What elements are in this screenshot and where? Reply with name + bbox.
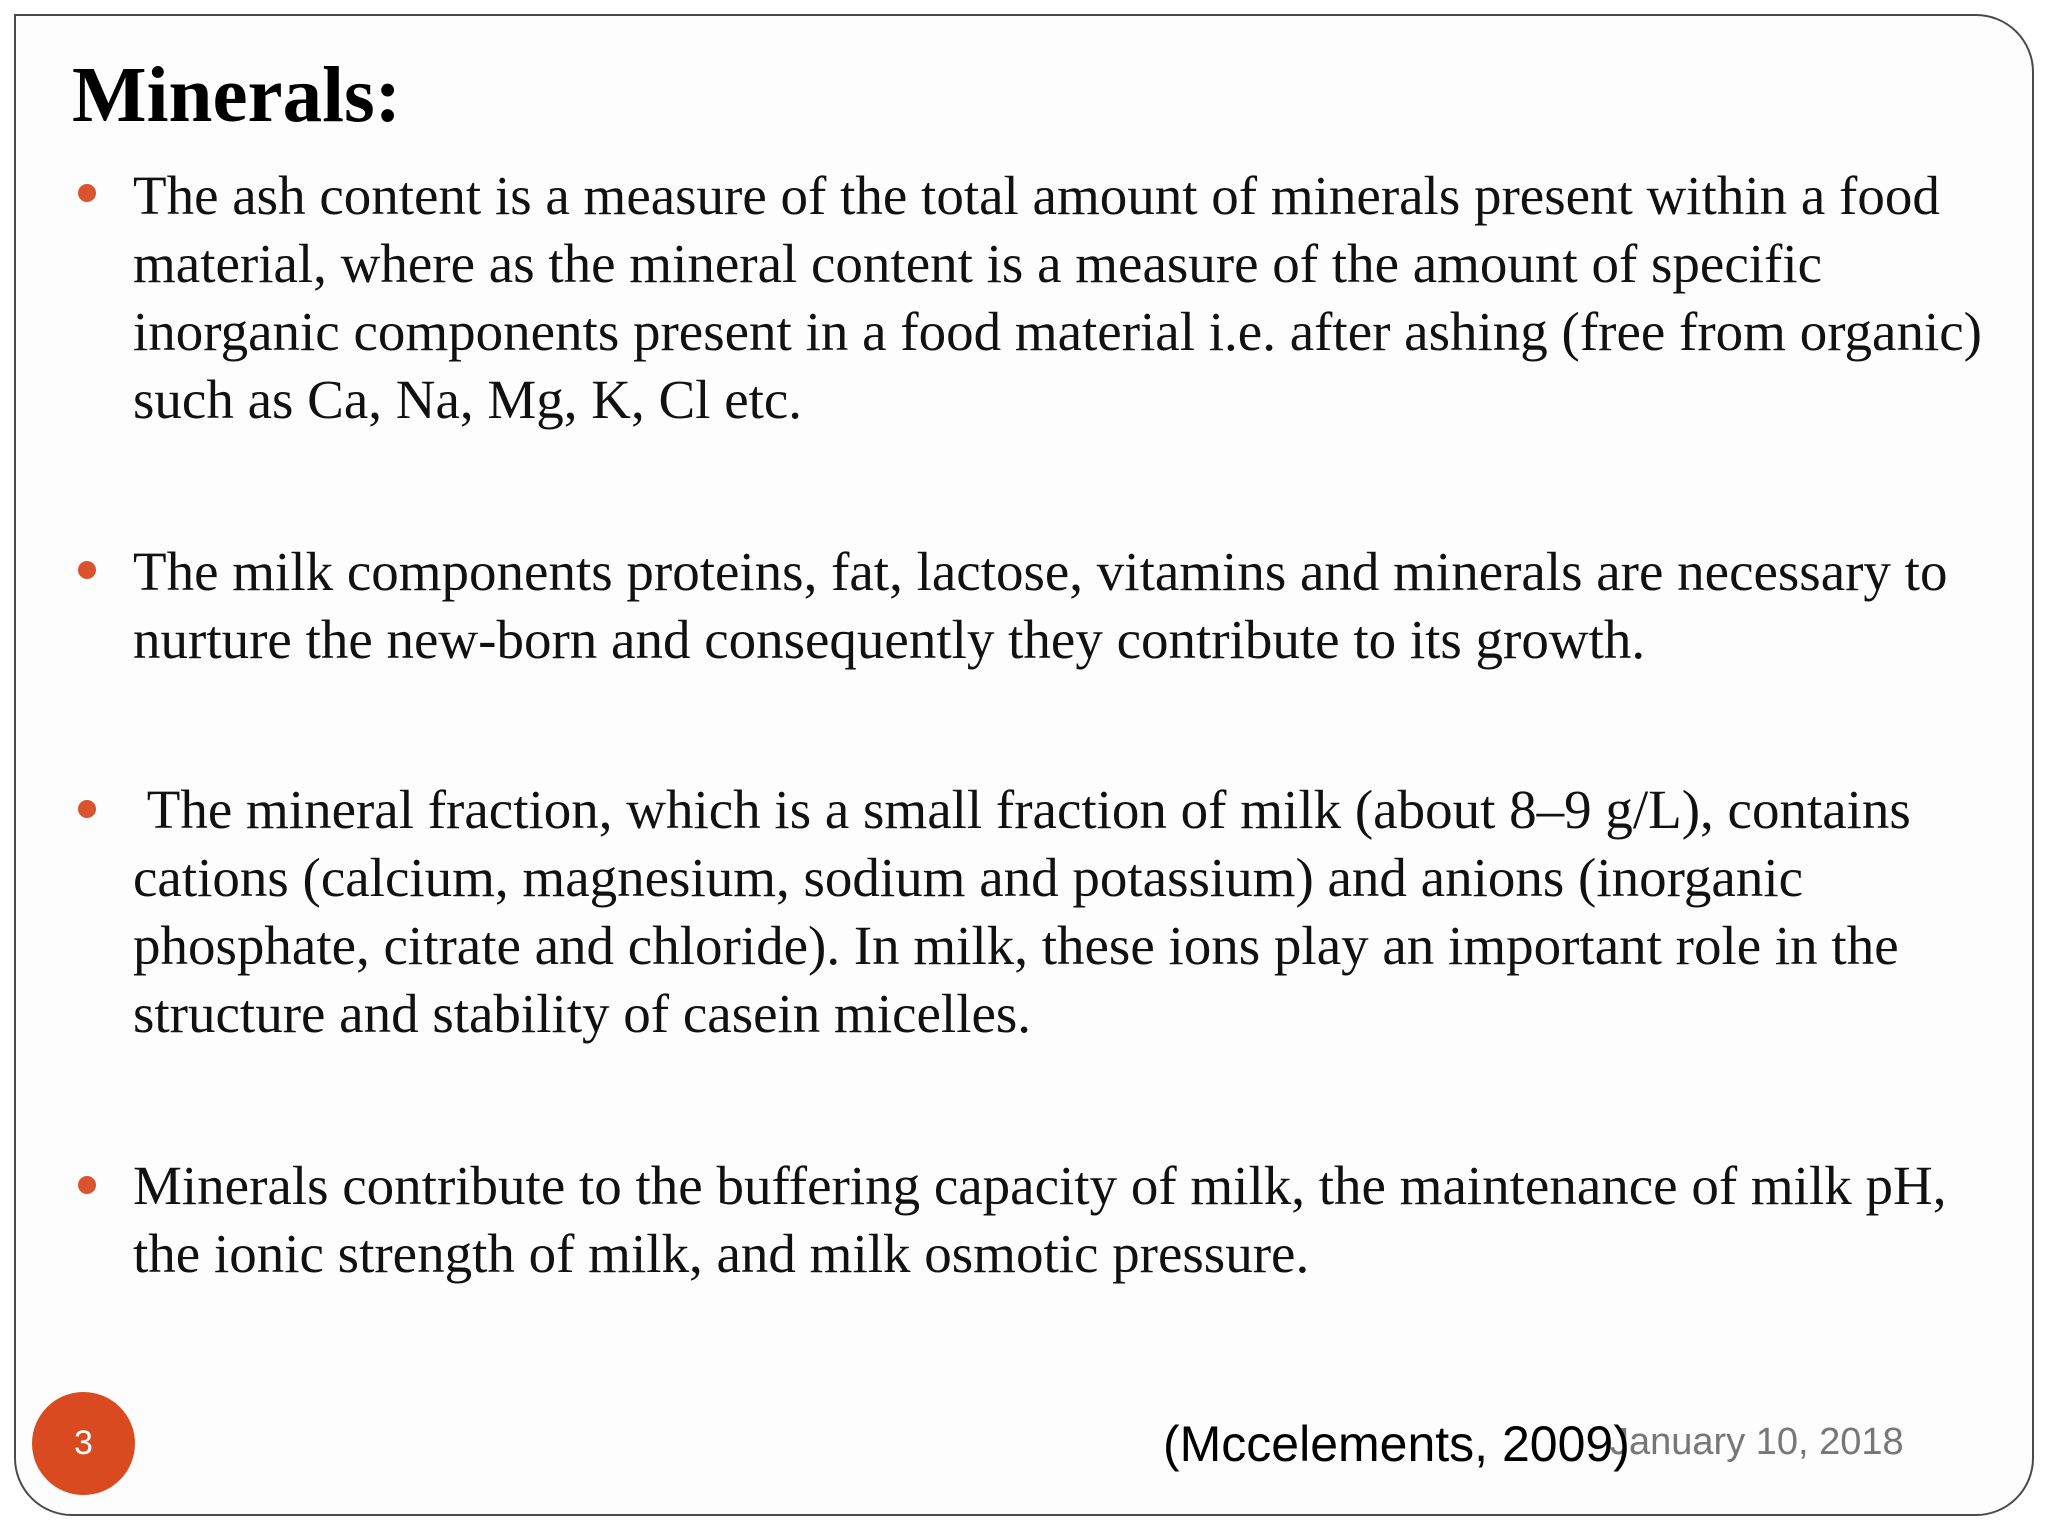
bullet-text: The mineral fraction, which is a small fraction of milk (about 8–9 g/L), contains cations (calcium, magnesium, sodium and potassium) and anions (inorganic phosphate, citrate and chloride). In milk, these ions play an important role in the structure and stability of casein micelles.: [133, 779, 1925, 1044]
bullet-dot: [78, 561, 96, 579]
page-number-badge: [32, 1392, 135, 1495]
page-number: 3: [74, 1424, 93, 1462]
bullet-text: The ash content is a measure of the total amount of minerals present within a food material, where as the mineral content is a measure of the amount of specific inorganic components present in a food material i.e. after ashing (free from organic) such as Ca, Na, Mg, K, Cl etc.: [133, 165, 1982, 430]
bullet-dot: [78, 1176, 96, 1194]
bullet-dot: [78, 800, 96, 818]
slide-title: Minerals:: [72, 52, 402, 139]
bullet-dot: [78, 184, 96, 202]
bullet-text: The milk components proteins, fat, lactose, vitamins and minerals are necessary to nurture the new-born and consequently they contribute to its growth.: [133, 541, 1948, 670]
citation: (Mccelements, 2009): [1163, 1416, 1630, 1472]
slide-date: January 10, 2018: [1610, 1421, 1904, 1463]
bullet-text: Minerals contribute to the buffering capacity of milk, the maintenance of milk pH, the ionic strength of milk, and milk osmotic pressure.: [133, 1155, 1947, 1284]
